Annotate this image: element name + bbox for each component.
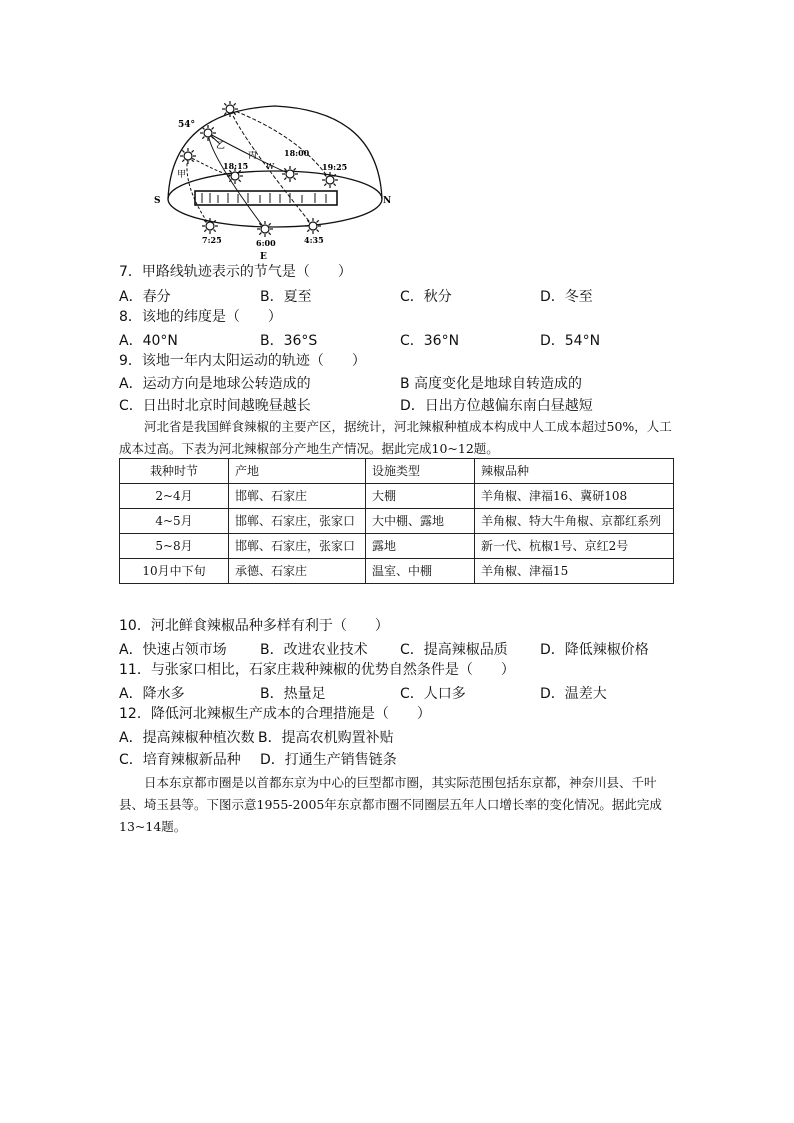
time-435: 4:35: [304, 235, 324, 245]
table-cell: 10月中下旬: [120, 559, 229, 584]
table-row: [120, 534, 674, 559]
q12-option-b[interactable]: B．提高农机购置补贴: [258, 730, 394, 746]
dir-w: W: [266, 162, 275, 171]
time-1815: 18:15: [223, 161, 249, 171]
bing-label: 丙: [248, 151, 258, 161]
q11-option-a[interactable]: A．降水多: [119, 686, 185, 702]
q7-option-c[interactable]: C．秋分: [400, 289, 452, 305]
q12-option-d[interactable]: D．打通生产销售链条: [260, 752, 397, 768]
q11-option-b[interactable]: B．热量足: [260, 686, 326, 702]
intro-paragraph-1: 河北省是我国鲜食辣椒的主要产区，据统计，河北辣椒种植成本构成中人工成本超过50%，人工成本过高。下表为河北辣椒部分产地生产情况。据此完成10~12题。: [119, 419, 672, 456]
building: [195, 191, 337, 205]
q10-option-c[interactable]: C．提高辣椒品质: [400, 642, 508, 658]
q7-stem: 7．甲路线轨迹表示的节气是（ ）: [119, 264, 352, 280]
table-cell: 新一代、杭椒1号、京红2号: [475, 534, 674, 559]
q10-option-d[interactable]: D．降低辣椒价格: [540, 642, 649, 658]
q8-option-c[interactable]: C．36°N: [400, 333, 460, 349]
table-header: 栽种时节: [120, 459, 229, 484]
q8-option-d[interactable]: D．54°N: [540, 333, 601, 349]
table-row: [120, 559, 674, 584]
table-header: 产地: [229, 459, 366, 484]
table-cell: 承德、石家庄: [229, 559, 366, 584]
time-600: 6:00: [256, 238, 276, 248]
q10-stem: 10．河北鲜食辣椒品种多样有利于（ ）: [119, 618, 389, 634]
table-header: 设施类型: [366, 459, 475, 484]
time-725: 7:25: [202, 235, 222, 245]
intro-paragraph-2: 日本东京都市圈是以首都东京为中心的巨型都市圈，其实际范围包括东京都，神奈川县、千叶县、埼玉县等。下图示意1955-2005年东京都市圈不同圈层五年人口增长率的变化情况。据此完成13~14题。: [119, 775, 662, 834]
q10-option-b[interactable]: B．改进农业技术: [260, 642, 368, 658]
q10-option-a[interactable]: A．快速占领市场: [119, 642, 227, 658]
table-header: 辣椒品种: [475, 459, 674, 484]
q11-option-c[interactable]: C．人口多: [400, 686, 466, 702]
table-cell: 露地: [366, 534, 475, 559]
q12-option-c[interactable]: C．培育辣椒新品种: [119, 752, 241, 768]
q8-option-a[interactable]: A．40°N: [119, 333, 178, 349]
q12-stem: 12．降低河北辣椒生产成本的合理措施是（ ）: [119, 706, 431, 722]
q11-stem: 11．与张家口相比，石家庄栽种辣椒的优势自然条件是（ ）: [119, 662, 515, 678]
time-1800: 18:00: [284, 148, 310, 158]
dir-n: N: [383, 196, 392, 206]
q8-stem: 8．该地的纬度是（ ）: [119, 309, 282, 325]
q9-option-b[interactable]: B 高度变化是地球自转造成的: [400, 376, 583, 392]
table-row: [120, 484, 674, 509]
jia-label: 甲: [177, 170, 187, 180]
q12-option-a[interactable]: A．提高辣椒种植次数: [119, 730, 255, 746]
table-cell: 2~4月: [120, 484, 229, 509]
table-cell: 羊角椒、津福16、冀研108: [475, 484, 674, 509]
dir-e: E: [260, 252, 267, 262]
table-cell: 羊角椒、特大牛角椒、京都红系列: [475, 509, 674, 534]
table-cell: 4~5月: [120, 509, 229, 534]
q9-option-a[interactable]: A．运动方向是地球公转造成的: [119, 376, 311, 392]
sky-dome: [168, 106, 382, 199]
table-cell: 5~8月: [120, 534, 229, 559]
q11-option-d[interactable]: D．温差大: [540, 686, 607, 702]
time-1925: 19:25: [322, 162, 348, 172]
q9-option-d[interactable]: D．日出方位越偏东南白昼越短: [400, 398, 593, 414]
sun-path-diagram: [150, 96, 390, 261]
table-cell: 邯郸、石家庄，张家口: [229, 534, 366, 559]
q9-option-c[interactable]: C．日出时北京时间越晚昼越长: [119, 398, 311, 414]
yi-label: 乙: [216, 141, 226, 151]
q8-option-b[interactable]: B．36°S: [260, 333, 318, 349]
table-cell: 邯郸、石家庄，张家口: [229, 509, 366, 534]
table-header-row: [120, 459, 674, 484]
table-cell: 大中棚、露地: [366, 509, 475, 534]
q7-option-a[interactable]: A．春分: [119, 289, 171, 305]
table-row: [120, 509, 674, 534]
table-cell: 邯郸、石家庄: [229, 484, 366, 509]
q7-option-d[interactable]: D．冬至: [540, 289, 593, 305]
angle-label: 54°: [178, 120, 196, 130]
q9-stem: 9．该地一年内太阳运动的轨迹（ ）: [119, 353, 366, 369]
pepper-production-table: [119, 458, 674, 584]
table-cell: 羊角椒、津福15: [475, 559, 674, 584]
table-cell: 大棚: [366, 484, 475, 509]
sun-path-svg: [150, 96, 390, 261]
dir-s: S: [154, 196, 161, 206]
table-cell: 温室、中棚: [366, 559, 475, 584]
q7-option-b[interactable]: B．夏至: [260, 289, 312, 305]
